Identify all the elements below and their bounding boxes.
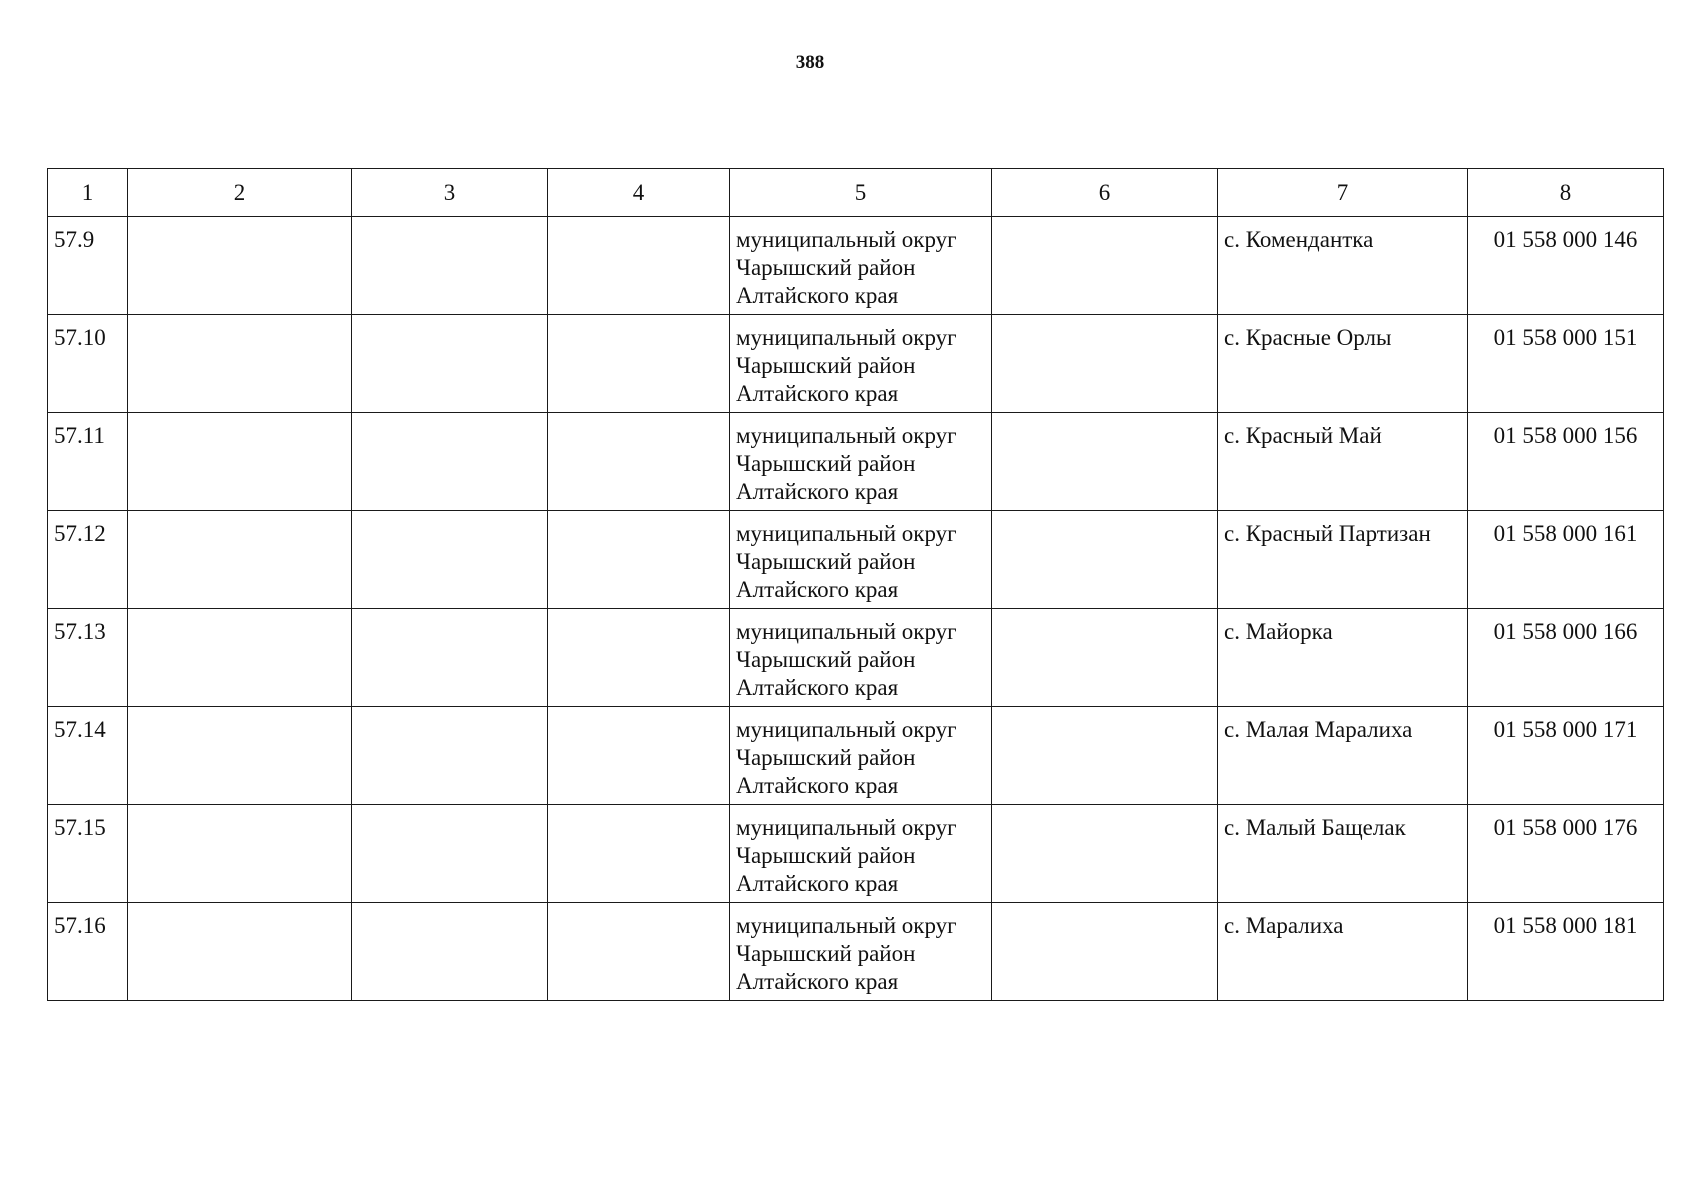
code-cell: 01 558 000 161 — [1468, 511, 1664, 609]
cell-col-4 — [548, 805, 730, 903]
settlement-cell: с. Красные Орлы — [1218, 315, 1468, 413]
table-row — [48, 217, 1664, 315]
municipality-line: муниципальный округ — [736, 815, 957, 840]
municipality-line: муниципальный округ — [736, 913, 957, 938]
table-row — [48, 511, 1664, 609]
settlement-cell: с. Комендантка — [1218, 217, 1468, 315]
row-number: 57.11 — [48, 413, 128, 511]
code-cell: 01 558 000 171 — [1468, 707, 1664, 805]
settlement-cell: с. Малая Маралиха — [1218, 707, 1468, 805]
municipality-cell — [730, 707, 992, 805]
municipality-cell — [730, 315, 992, 413]
cell-col-3 — [352, 413, 548, 511]
cell-col-6 — [992, 413, 1218, 511]
code-cell: 01 558 000 151 — [1468, 315, 1664, 413]
cell-col-6 — [992, 609, 1218, 707]
municipality-line: Чарышский район — [736, 353, 916, 378]
cell-col-4 — [548, 903, 730, 1001]
table-header — [48, 169, 1664, 217]
cell-col-6 — [992, 511, 1218, 609]
code-cell: 01 558 000 156 — [1468, 413, 1664, 511]
page-number: 388 — [795, 52, 825, 73]
municipality-cell — [730, 217, 992, 315]
row-number: 57.15 — [48, 805, 128, 903]
cell-col-3 — [352, 511, 548, 609]
header-cell-6: 6 — [992, 169, 1218, 217]
cell-col-4 — [548, 609, 730, 707]
municipality-line: Алтайского края — [736, 675, 899, 700]
header-cell-8: 8 — [1468, 169, 1664, 217]
cell-col-3 — [352, 609, 548, 707]
cell-col-2 — [128, 217, 352, 315]
municipality-line: муниципальный округ — [736, 521, 957, 546]
row-number: 57.16 — [48, 903, 128, 1001]
municipality-line: Алтайского края — [736, 479, 899, 504]
cell-col-3 — [352, 707, 548, 805]
cell-col-2 — [128, 805, 352, 903]
row-number: 57.10 — [48, 315, 128, 413]
municipality-cell — [730, 511, 992, 609]
header-row — [48, 169, 1664, 217]
cell-col-6 — [992, 315, 1218, 413]
code-cell: 01 558 000 166 — [1468, 609, 1664, 707]
municipality-line: Чарышский район — [736, 647, 916, 672]
table-row — [48, 609, 1664, 707]
municipality-line: муниципальный округ — [736, 423, 957, 448]
cell-col-3 — [352, 315, 548, 413]
municipality-line: муниципальный округ — [736, 227, 957, 252]
cell-col-2 — [128, 707, 352, 805]
table-body — [48, 217, 1664, 1001]
row-number: 57.9 — [48, 217, 128, 315]
municipality-line: Алтайского края — [736, 969, 899, 994]
municipality-cell — [730, 805, 992, 903]
settlement-cell: с. Красный Май — [1218, 413, 1468, 511]
code-cell: 01 558 000 181 — [1468, 903, 1664, 1001]
cell-col-4 — [548, 315, 730, 413]
table-row — [48, 413, 1664, 511]
registry-table — [47, 168, 1664, 1001]
settlement-cell: с. Майорка — [1218, 609, 1468, 707]
municipality-line: Чарышский район — [736, 941, 916, 966]
row-number: 57.13 — [48, 609, 128, 707]
header-cell-4: 4 — [548, 169, 730, 217]
municipality-line: Чарышский район — [736, 745, 916, 770]
cell-col-6 — [992, 805, 1218, 903]
cell-col-4 — [548, 413, 730, 511]
municipality-cell — [730, 609, 992, 707]
municipality-cell — [730, 413, 992, 511]
cell-col-2 — [128, 609, 352, 707]
municipality-line: Чарышский район — [736, 843, 916, 868]
municipality-line: Алтайского края — [736, 577, 899, 602]
settlement-cell: с. Маралиха — [1218, 903, 1468, 1001]
municipality-line: Алтайского края — [736, 283, 899, 308]
table-row — [48, 315, 1664, 413]
code-cell: 01 558 000 146 — [1468, 217, 1664, 315]
cell-col-6 — [992, 903, 1218, 1001]
municipality-line: Алтайского края — [736, 871, 899, 896]
cell-col-2 — [128, 315, 352, 413]
table-row — [48, 903, 1664, 1001]
header-cell-7: 7 — [1218, 169, 1468, 217]
municipality-line: муниципальный округ — [736, 717, 957, 742]
table-row — [48, 805, 1664, 903]
cell-col-6 — [992, 217, 1218, 315]
row-number: 57.12 — [48, 511, 128, 609]
municipality-line: муниципальный округ — [736, 619, 957, 644]
header-cell-1: 1 — [48, 169, 128, 217]
settlement-cell: с. Малый Бащелак — [1218, 805, 1468, 903]
cell-col-3 — [352, 903, 548, 1001]
code-cell: 01 558 000 176 — [1468, 805, 1664, 903]
cell-col-6 — [992, 707, 1218, 805]
municipality-line: Чарышский район — [736, 255, 916, 280]
header-cell-5: 5 — [730, 169, 992, 217]
cell-col-2 — [128, 413, 352, 511]
cell-col-2 — [128, 903, 352, 1001]
municipality-cell — [730, 903, 992, 1001]
cell-col-4 — [548, 511, 730, 609]
municipality-line: Алтайского края — [736, 381, 899, 406]
cell-col-4 — [548, 707, 730, 805]
header-cell-2: 2 — [128, 169, 352, 217]
settlement-cell: с. Красный Партизан — [1218, 511, 1468, 609]
municipality-line: Алтайского края — [736, 773, 899, 798]
municipality-line: Чарышский район — [736, 451, 916, 476]
table-row — [48, 707, 1664, 805]
cell-col-3 — [352, 805, 548, 903]
cell-col-4 — [548, 217, 730, 315]
header-cell-3: 3 — [352, 169, 548, 217]
row-number: 57.14 — [48, 707, 128, 805]
municipality-line: муниципальный округ — [736, 325, 957, 350]
cell-col-2 — [128, 511, 352, 609]
municipality-line: Чарышский район — [736, 549, 916, 574]
cell-col-3 — [352, 217, 548, 315]
